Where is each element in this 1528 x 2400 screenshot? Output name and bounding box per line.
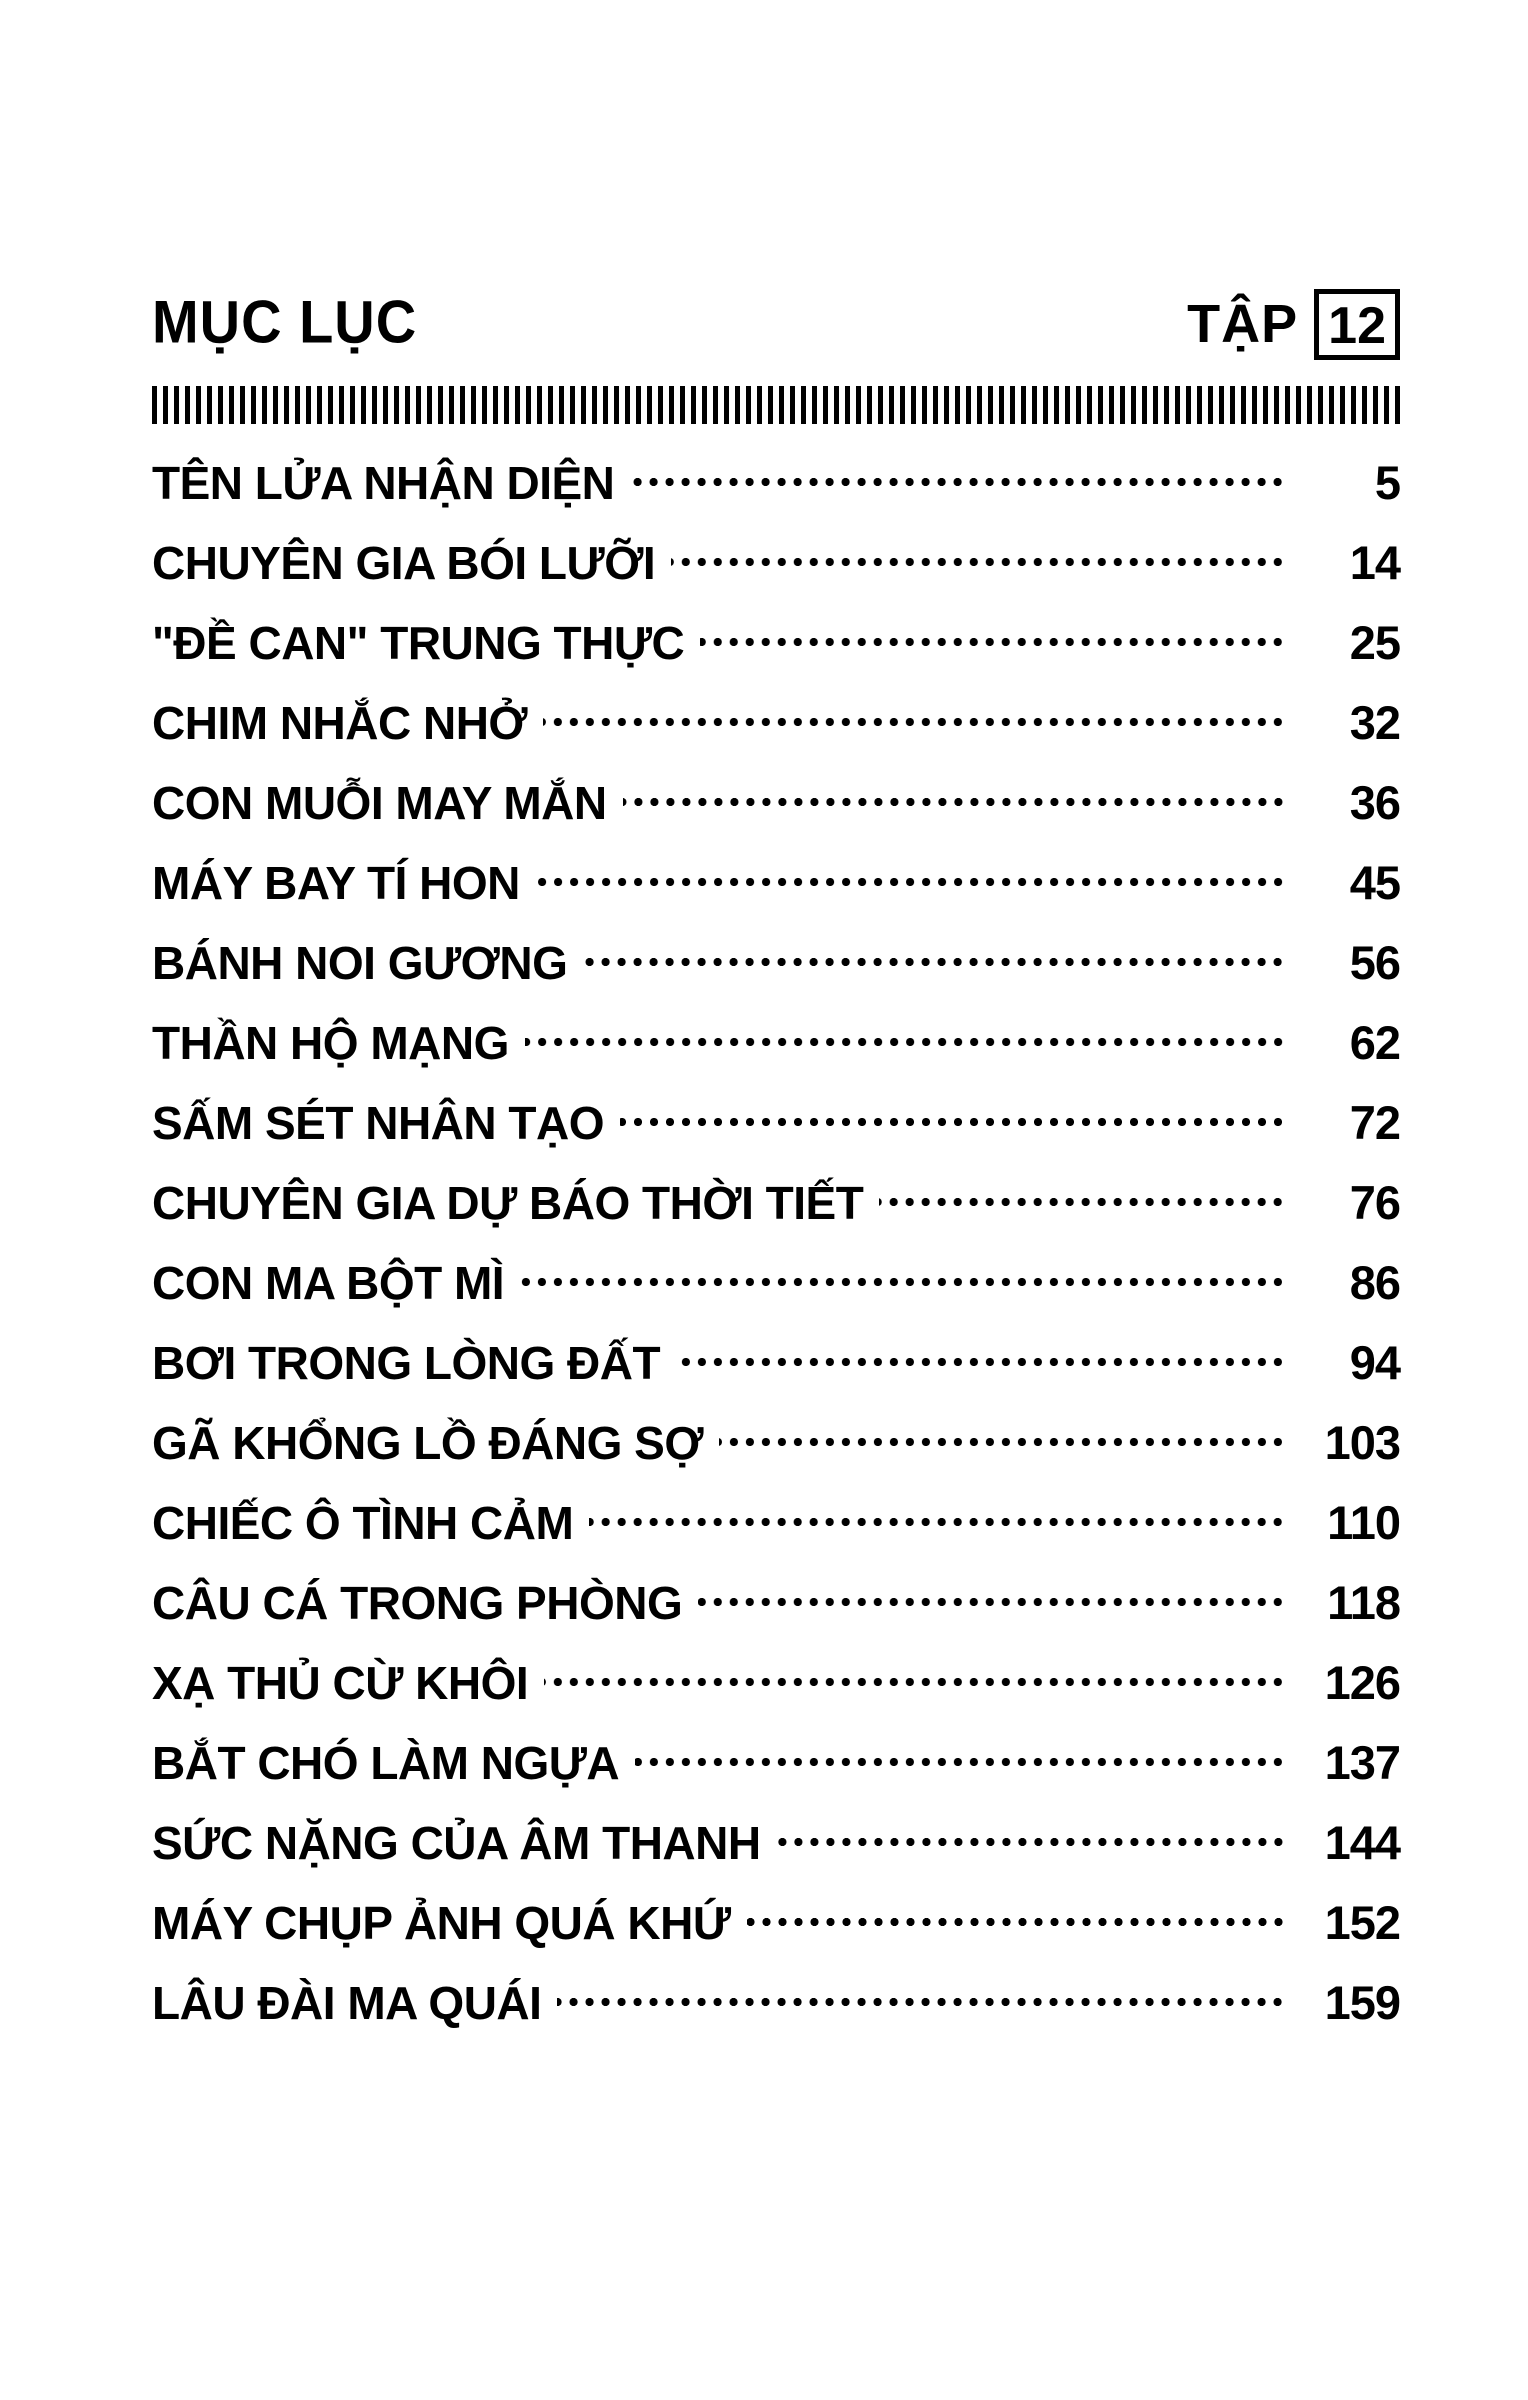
toc-entry-title: "ĐỀ CAN" TRUNG THỰC <box>152 617 685 669</box>
toc-entry-title: SẤM SÉT NHÂN TẠO <box>152 1097 604 1149</box>
toc-entry-page: 103 <box>1324 1416 1400 1469</box>
dot-leader <box>747 1916 1287 1928</box>
toc-entry-row <box>152 1882 1400 1962</box>
toc-entry-page: 25 <box>1349 616 1400 669</box>
toc-entry-page: 137 <box>1324 1736 1400 1789</box>
toc-entry-row <box>152 762 1400 842</box>
toc-entry-row <box>152 842 1400 922</box>
dot-leader <box>620 1116 1286 1128</box>
dot-leader <box>671 556 1286 568</box>
toc-entry-page: 14 <box>1349 536 1400 589</box>
toc-entry-title: CHUYÊN GIA DỰ BÁO THỜI TIẾT <box>152 1177 864 1229</box>
toc-entry-row <box>152 1322 1400 1402</box>
dot-leader <box>525 1036 1286 1048</box>
dot-leader <box>719 1436 1286 1448</box>
toc-entry-page: 144 <box>1324 1816 1400 1869</box>
toc-entry-title: GÃ KHỔNG LỒ ĐÁNG SỢ <box>152 1417 704 1469</box>
dot-leader <box>543 716 1286 728</box>
toc-entry-title: SỨC NẶNG CỦA ÂM THANH <box>152 1817 761 1869</box>
toc-entry-page: 118 <box>1327 1576 1400 1629</box>
toc-entry-title: XẠ THỦ CỪ KHÔI <box>152 1657 529 1709</box>
toc-entry-page: 5 <box>1374 456 1400 509</box>
toc-entry-page: 56 <box>1349 936 1400 989</box>
dot-leader <box>700 636 1286 648</box>
toc-entry-row <box>152 1082 1400 1162</box>
toc-entry-row <box>152 602 1400 682</box>
toc-entry-page: 110 <box>1327 1496 1400 1549</box>
toc-list <box>152 442 1400 2042</box>
toc-entry-row <box>152 1642 1400 1722</box>
toc-entry-row <box>152 1562 1400 1642</box>
dot-leader <box>583 956 1286 968</box>
toc-entry-row <box>152 1002 1400 1082</box>
toc-entry-row <box>152 682 1400 762</box>
dot-leader <box>623 796 1286 808</box>
toc-entry-page: 86 <box>1349 1256 1400 1309</box>
toc-entry-page: 152 <box>1324 1896 1400 1949</box>
toc-entry-title: MÁY CHỤP ẢNH QUÁ KHỨ <box>152 1897 731 1949</box>
toc-entry-title: CÂU CÁ TRONG PHÒNG <box>152 1577 683 1629</box>
toc-entry-title: CON MUỖI MAY MẮN <box>152 777 607 829</box>
toc-entry-row <box>152 1162 1400 1242</box>
toc-entry-row <box>152 1482 1400 1562</box>
toc-entry-title: LÂU ĐÀI MA QUÁI <box>152 1977 542 2029</box>
toc-entry-title: CHUYÊN GIA BÓI LƯỠI <box>152 537 656 589</box>
toc-entry-page: 72 <box>1349 1096 1400 1149</box>
dot-leader <box>635 1756 1286 1768</box>
dot-leader <box>544 1676 1286 1688</box>
toc-entry-row <box>152 1802 1400 1882</box>
dot-leader <box>879 1196 1286 1208</box>
dot-leader <box>536 876 1286 888</box>
dot-leader <box>589 1516 1286 1528</box>
toc-entry-row <box>152 1242 1400 1322</box>
toc-entry-title: THẦN HỘ MẠNG <box>152 1017 509 1069</box>
toc-entry-title: MÁY BAY TÍ HON <box>152 857 520 909</box>
dot-leader <box>698 1596 1286 1608</box>
toc-entry-row <box>152 922 1400 1002</box>
dot-leader <box>777 1836 1286 1848</box>
toc-entry-row <box>152 522 1400 602</box>
toc-header <box>152 287 1400 356</box>
volume-group <box>1187 289 1400 360</box>
toc-entry-row <box>152 442 1400 522</box>
toc-entry-page: 159 <box>1324 1976 1400 2029</box>
dot-leader <box>676 1356 1286 1368</box>
toc-entry-title: TÊN LỬA NHẬN DIỆN <box>152 457 615 509</box>
volume-number-box: 12 <box>1314 289 1400 360</box>
toc-entry-page: 45 <box>1349 856 1400 909</box>
toc-entry-title: BÁNH NOI GƯƠNG <box>152 937 568 989</box>
dot-leader <box>630 476 1286 488</box>
toc-entry-page: 126 <box>1324 1656 1400 1709</box>
page-title: MỤC LỤC <box>152 287 418 356</box>
toc-entry-row <box>152 1722 1400 1802</box>
toc-entry-title: CHIẾC Ô TÌNH CẢM <box>152 1497 574 1549</box>
toc-entry-row <box>152 1402 1400 1482</box>
dot-leader <box>520 1276 1286 1288</box>
toc-entry-title: CHIM NHẮC NHỞ <box>152 697 528 749</box>
toc-entry-title: CON MA BỘT MÌ <box>152 1257 505 1309</box>
toc-entry-page: 32 <box>1349 696 1400 749</box>
dot-leader <box>557 1996 1286 2008</box>
toc-entry-title: BẮT CHÓ LÀM NGỰA <box>152 1737 620 1789</box>
vertical-bars-divider <box>152 386 1400 424</box>
volume-label: TẬP <box>1187 294 1299 354</box>
toc-entry-page: 62 <box>1349 1016 1400 1069</box>
toc-entry-page: 36 <box>1349 776 1400 829</box>
toc-entry-row <box>152 1962 1400 2042</box>
toc-entry-page: 76 <box>1349 1176 1400 1229</box>
toc-entry-page: 94 <box>1349 1336 1400 1389</box>
toc-entry-title: BƠI TRONG LÒNG ĐẤT <box>152 1337 661 1389</box>
